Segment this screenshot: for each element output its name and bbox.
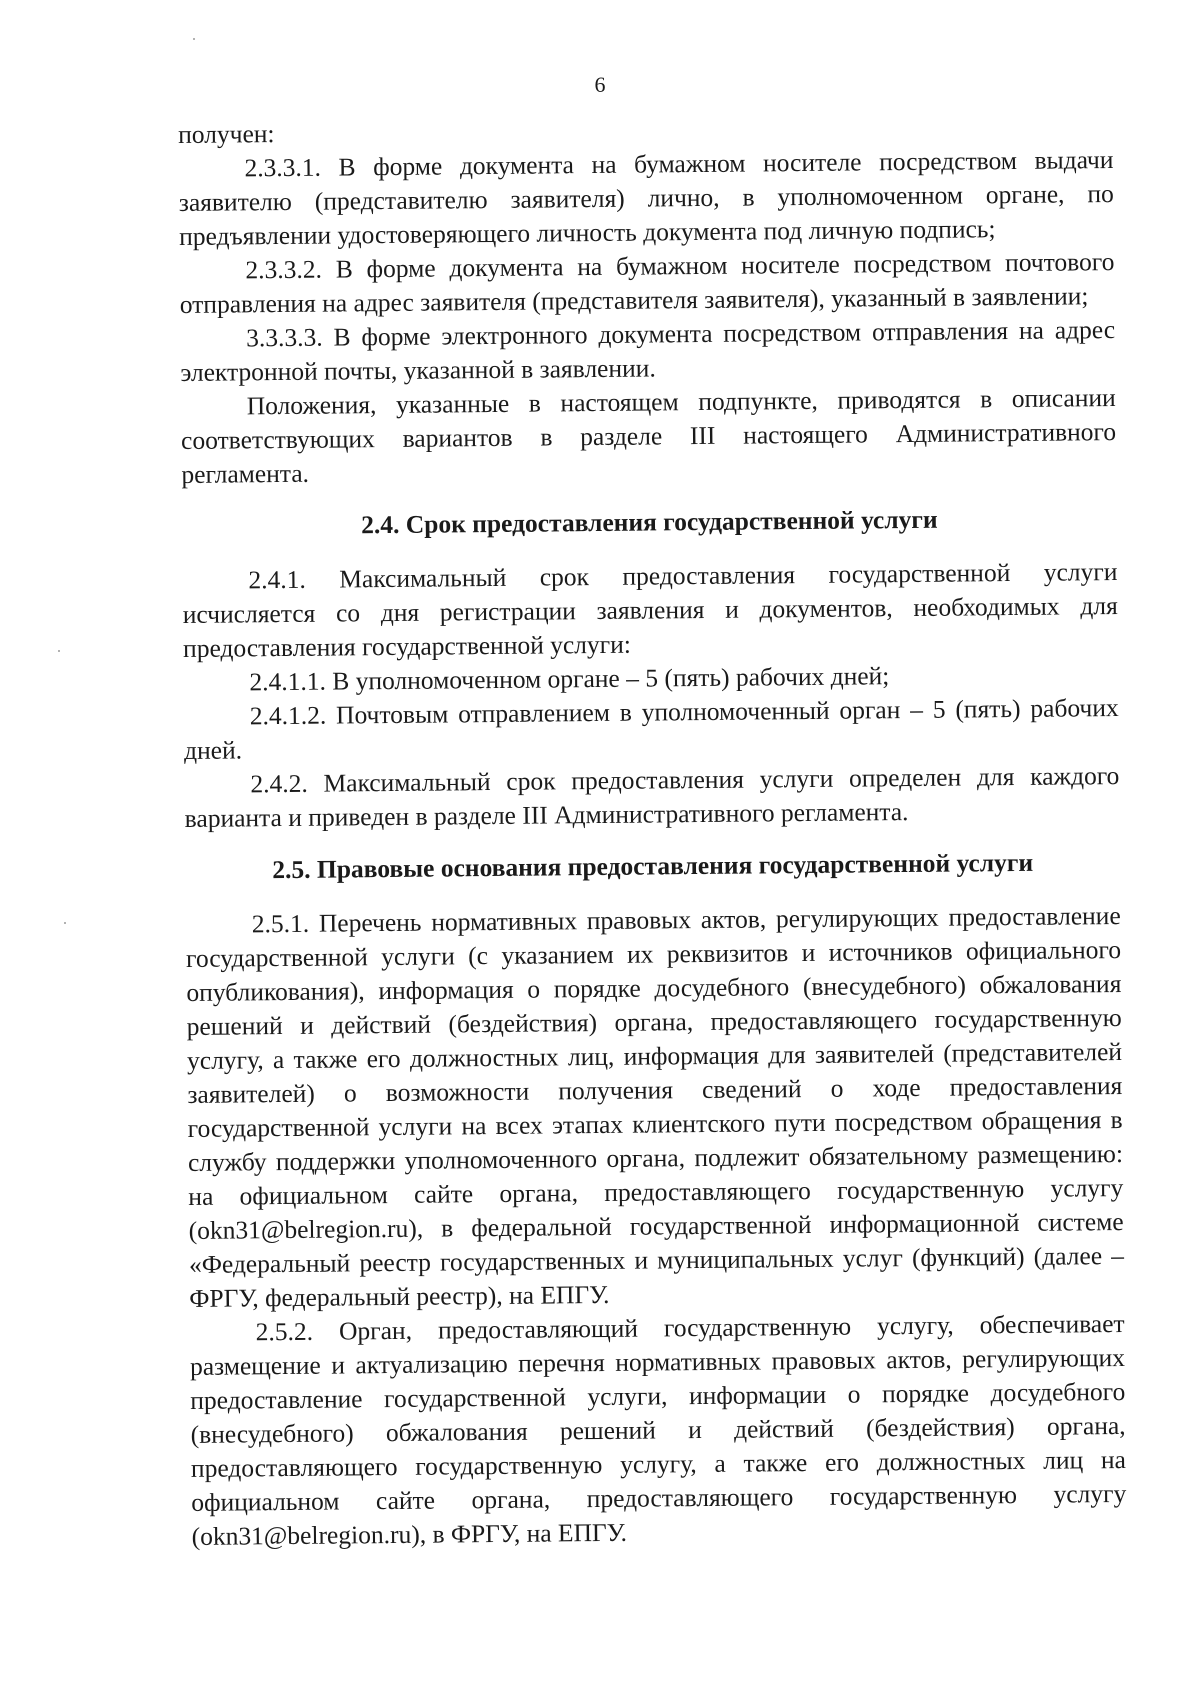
paragraph-2-3-3-2: 2.3.3.2. В форме документа на бумажном носителе посредством почтового отправления на адрес заявителя (представителя заявителя), указанный в заявлении; xyxy=(179,247,1115,319)
paragraph-2-3-3-1: 2.3.3.1. В форме документа на бумажном носителе посредством выдачи заявителю (представителю заявителя) лично, в уполномоченном органе, по предъявлении удостоверяющего личность документа под личную подпись; xyxy=(178,145,1114,251)
document-body xyxy=(178,109,1127,1554)
paragraph-2-4-1-2: 2.4.1.2. Почтовым отправлением в уполномоченный орган – 5 (пять) рабочих дней. xyxy=(183,692,1119,765)
paragraph-provisions: Положения, указанные в настоящем подпункте, приводятся в описании соответствующих вариантов в разделе III настоящего Административного регламента. xyxy=(180,383,1117,489)
page-number: 6 xyxy=(594,72,606,97)
section-heading-2-5: 2.5. Правовые основания предоставления государственной услуги xyxy=(272,847,1034,885)
paragraph-3-3-3-3: 3.3.3.3. В форме электронного документа посредством отправления на адрес электронной почты, указанной в заявлении. xyxy=(180,315,1116,387)
scan-speck xyxy=(58,650,60,652)
paragraph-2-5-1: 2.5.1. Перечень нормативных правовых актов, регулирующих предоставление государственной услуги (с указанием их реквизитов и источников официального опубликования), информация о порядке досудебного (внесудебного) обжалования решений и действий (бездействия) органа, предоставляющего государственную услугу, а также его должностных лиц, информация для заявителей (представителей заявителей) о возможности получения сведений о ходе предоставления государственной услуги на всех этапах клиентского пути посредством обращения в службу поддержки уполномоченного органа, подлежит обязательному размещению: на официальном сайте органа, предоставляющего государственную услугу (okn31@belregion.ru), в федеральной государственной информационной системе «Федеральный реестр государственных и муниципальных услуг (функций) (далее – ФРГУ, федеральный реестр), на ЕПГУ. xyxy=(185,900,1125,1313)
paragraph-2-5-2: 2.5.2. Орган, предоставляющий государственную услугу, обеспечивает размещение и актуализацию перечня нормативных правовых актов, регулирующих предоставление государственной услуги, информации о порядке досудебного (внесудебного) обжалования решений и действий (бездействия) органа, предоставляющего государственную услугу, а также его должностных лиц на официальном сайте органа, предоставляющего государственную услугу (okn31@belregion.ru), в ФРГУ, на ЕПГУ. xyxy=(189,1308,1127,1551)
paragraph-received: получен: xyxy=(178,119,275,149)
paragraph-2-4-1-1: 2.4.1.1. В уполномоченном органе – 5 (пять) рабочих дней; xyxy=(249,661,890,697)
scan-speck xyxy=(64,922,66,924)
scan-speck xyxy=(193,38,195,40)
paragraph-2-4-1: 2.4.1. Максимальный срок предоставления государственной услуги исчисляется со дня регистрации заявления и документов, необходимых для предоставления государственной услуги: xyxy=(182,557,1118,663)
paragraph-2-4-2: 2.4.2. Максимальный срок предоставления услуги определен для каждого варианта и приведен в разделе III Административного регламента. xyxy=(184,760,1120,833)
section-heading-2-4: 2.4. Срок предоставления государственной услуги xyxy=(361,504,938,540)
